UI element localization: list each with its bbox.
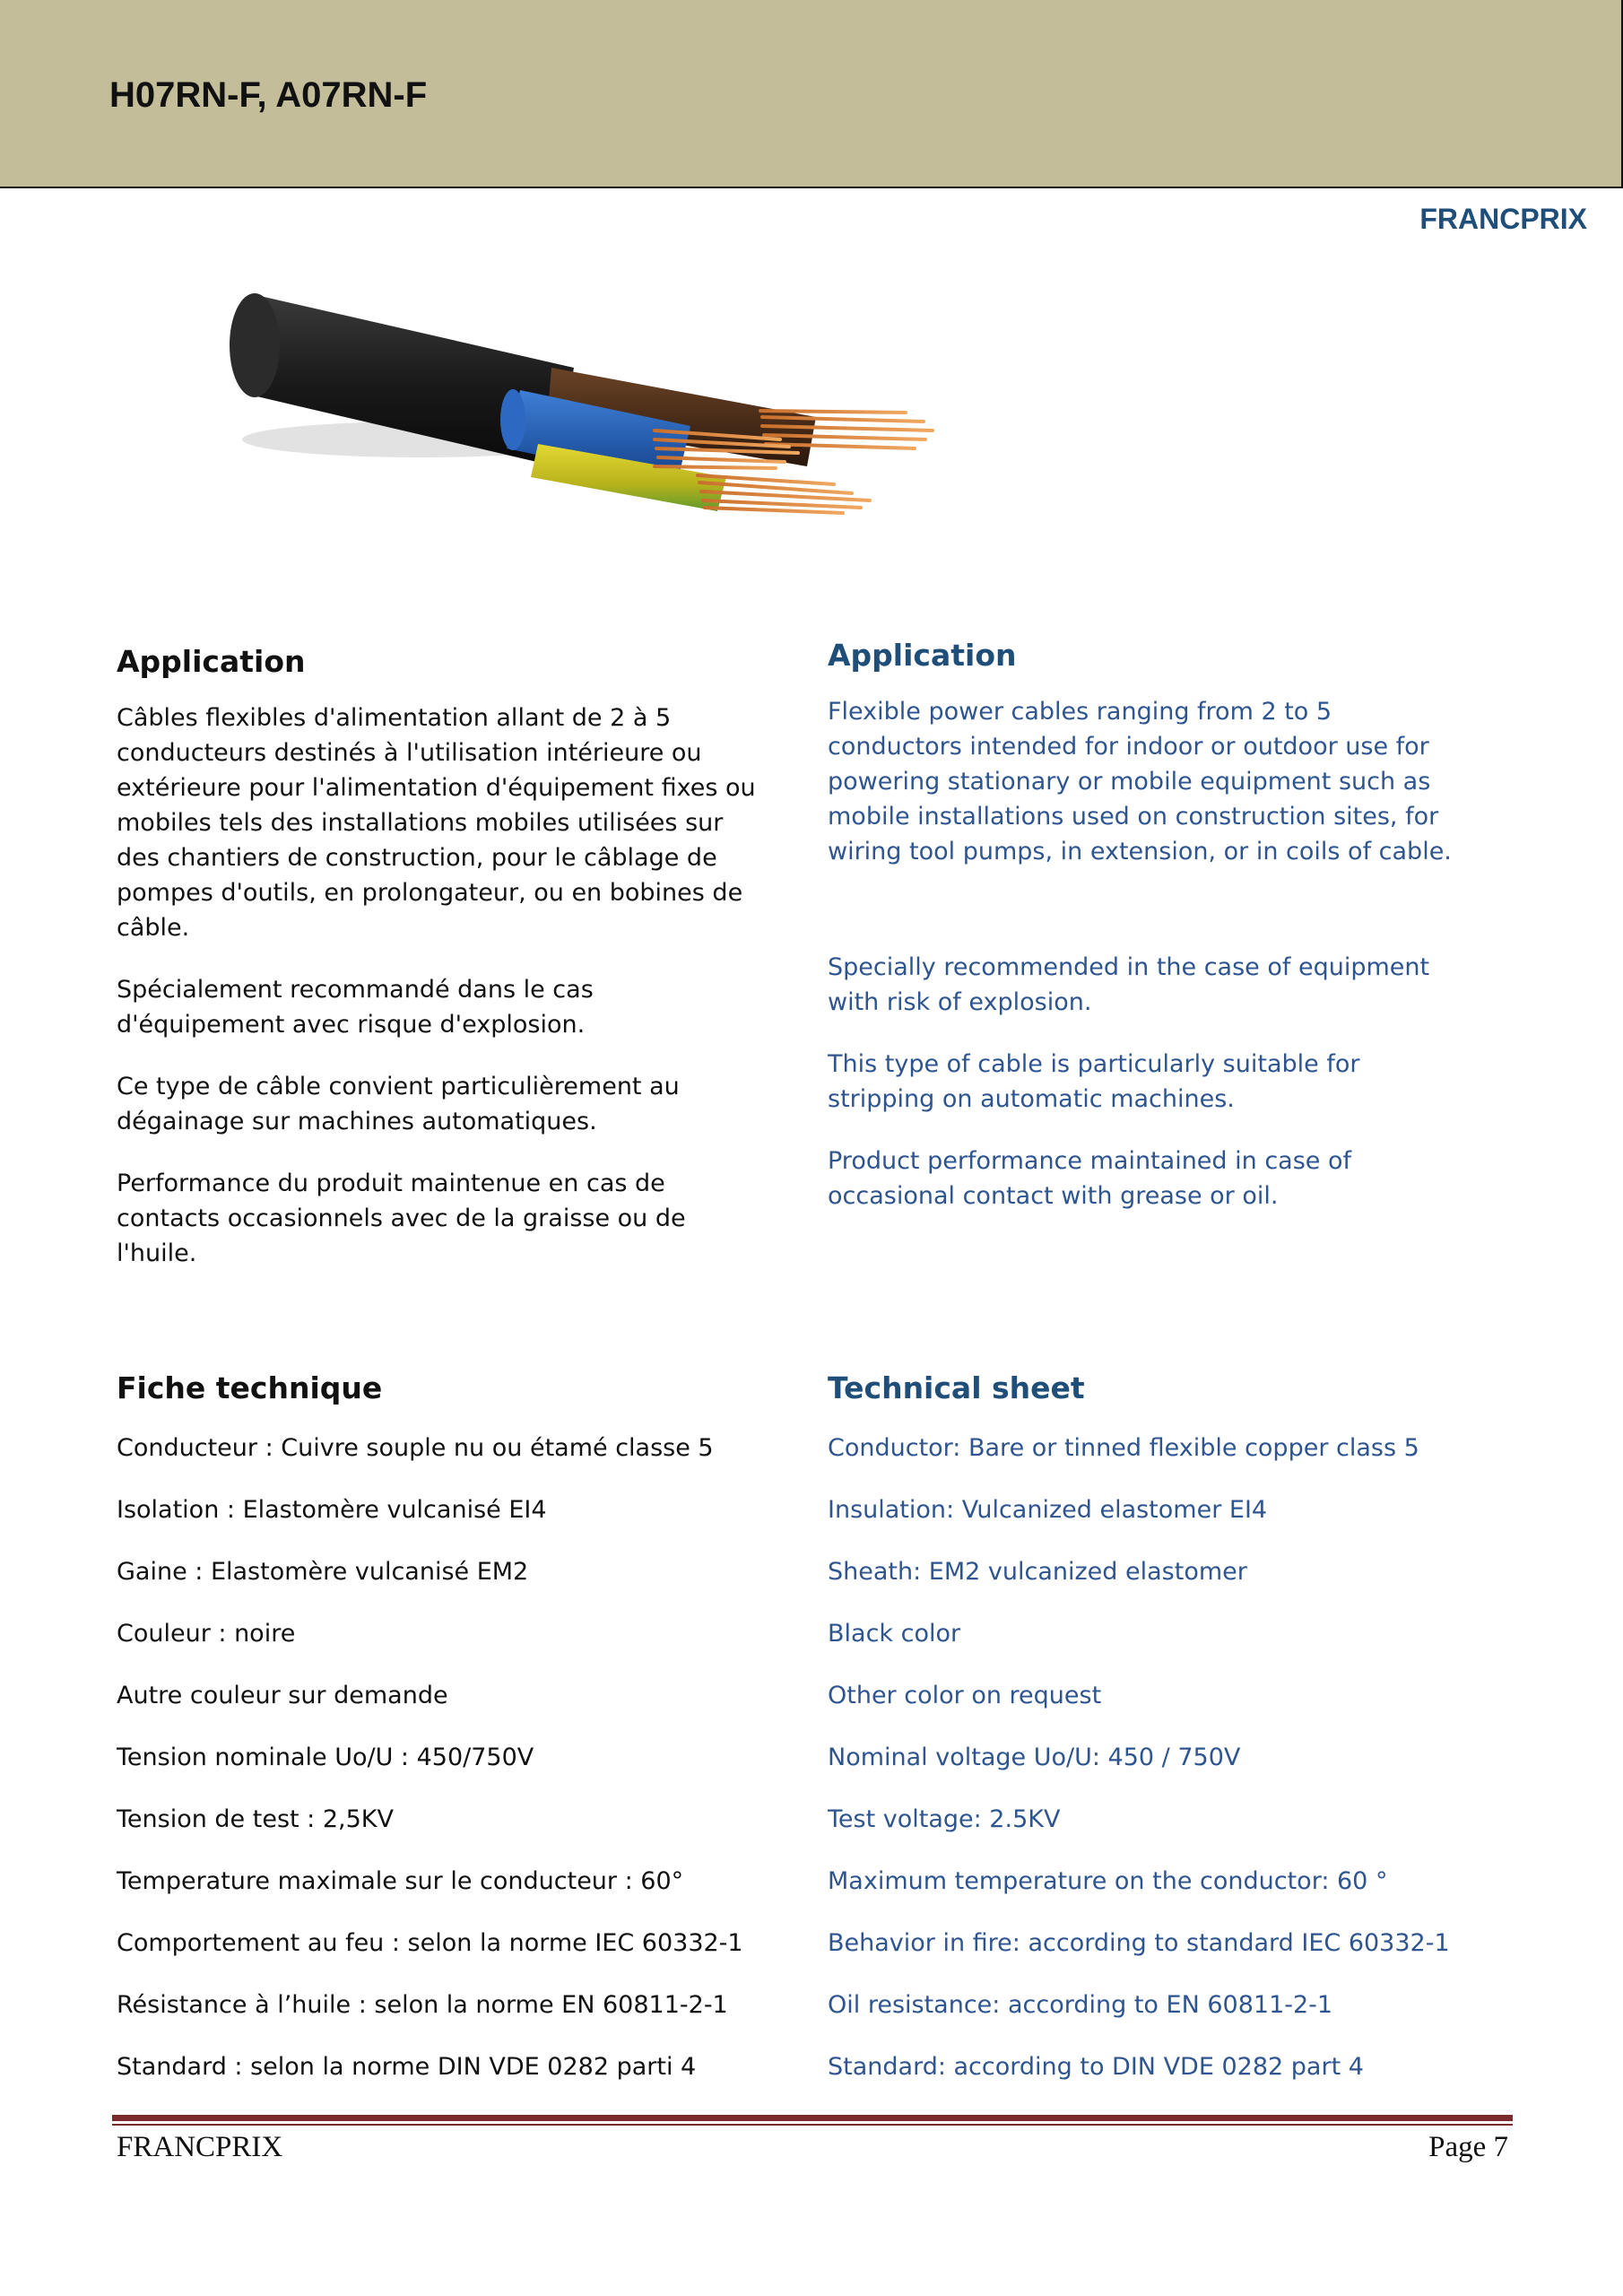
- technical-en-row: Black color: [828, 1620, 961, 1648]
- application-en-paragraph: Flexible power cables ranging from 2 to 5 conductors intended for indoor or outdoor use for powering stationary or mobile equipment such as mobile installations used on construction sites, for wiring tool pumps, in extension, or in coils of cable.: [828, 698, 1452, 865]
- technical-fr-row: Résistance à l’huile : selon la norme EN 60811-2-1: [117, 1991, 728, 2019]
- technical-en-heading: Technical sheet: [828, 1370, 1085, 1405]
- technical-en-section: [828, 1370, 1473, 2111]
- technical-en-row: Insulation: Vulcanized elastomer EI4: [828, 1496, 1268, 1524]
- application-fr-heading: Application: [117, 644, 306, 679]
- cable-illustration: [224, 269, 942, 565]
- application-fr-paragraph: Spécialement recommandé dans le cas d'équipement avec risque d'explosion.: [117, 976, 594, 1039]
- technical-fr-row: Isolation : Elastomère vulcanisé EI4: [117, 1496, 547, 1524]
- footer-brand: FRANCPRIX: [117, 2131, 283, 2163]
- page-header: [0, 0, 1623, 188]
- footer-divider: [112, 2115, 1513, 2126]
- application-en-section: [828, 638, 1473, 1240]
- application-fr-paragraph: Câbles flexibles d'alimentation allant de 2 à 5 conducteurs destinés à l'utilisation intérieure ou extérieure pour l'alimentation d'équipement fixes ou mobiles tels des installations mobiles utilisées sur des chantiers de construction, pour le câblage de pompes d'outils, en prolongateur, ou en bobines de câble.: [117, 704, 756, 942]
- technical-en-row: Oil resistance: according to EN 60811-2-1: [828, 1991, 1333, 2019]
- technical-en-row: Behavior in fire: according to standard IEC 60332-1: [828, 1929, 1450, 1957]
- technical-fr-row: Couleur : noire: [117, 1620, 296, 1648]
- application-en-heading: Application: [828, 638, 1017, 673]
- technical-fr-section: [117, 1370, 762, 2111]
- technical-en-row: Standard: according to DIN VDE 0282 part 4: [828, 2053, 1364, 2081]
- brand-name: FRANCPRIX: [1419, 203, 1587, 235]
- application-en-paragraph: This type of cable is particularly suitable for stripping on automatic machines.: [828, 1050, 1360, 1113]
- application-fr-paragraph: Ce type de câble convient particulièrement au dégainage sur machines automatiques.: [117, 1073, 680, 1135]
- application-fr-paragraph: Performance du produit maintenue en cas de contacts occasionnels avec de la graisse ou de l'huile.: [117, 1170, 686, 1267]
- technical-fr-row: Conducteur : Cuivre souple nu ou étamé classe 5: [117, 1434, 714, 1462]
- technical-en-row: Nominal voltage Uo/U: 450 / 750V: [828, 1744, 1241, 1771]
- technical-en-row: Maximum temperature on the conductor: 60 °: [828, 1867, 1388, 1895]
- technical-en-row: Sheath: EM2 vulcanized elastomer: [828, 1558, 1247, 1586]
- technical-fr-row: Comportement au feu : selon la norme IEC 60332-1: [117, 1929, 743, 1957]
- application-en-paragraph: Product performance maintained in case of occasional contact with grease or oil.: [828, 1147, 1352, 1210]
- technical-en-row: Other color on request: [828, 1682, 1102, 1709]
- application-en-paragraph: Specially recommended in the case of equipment with risk of explosion.: [828, 953, 1430, 1016]
- technical-fr-row: Tension nominale Uo/U : 450/750V: [117, 1744, 534, 1771]
- technical-en-row: Test voltage: 2.5KV: [828, 1805, 1061, 1833]
- application-fr-section: [117, 644, 762, 1298]
- technical-fr-row: Standard : selon la norme DIN VDE 0282 parti 4: [117, 2053, 697, 2081]
- technical-fr-row: Temperature maximale sur le conducteur : 60°: [117, 1867, 684, 1895]
- technical-en-row: Conductor: Bare or tinned flexible copper class 5: [828, 1434, 1419, 1462]
- technical-fr-row: Tension de test : 2,5KV: [117, 1805, 394, 1833]
- document-title: H07RN-F, A07RN-F: [109, 75, 428, 115]
- technical-fr-row: Gaine : Elastomère vulcanisé EM2: [117, 1558, 529, 1586]
- page-number: Page 7: [1428, 2131, 1508, 2163]
- technical-fr-heading: Fiche technique: [117, 1370, 383, 1405]
- technical-fr-row: Autre couleur sur demande: [117, 1682, 448, 1709]
